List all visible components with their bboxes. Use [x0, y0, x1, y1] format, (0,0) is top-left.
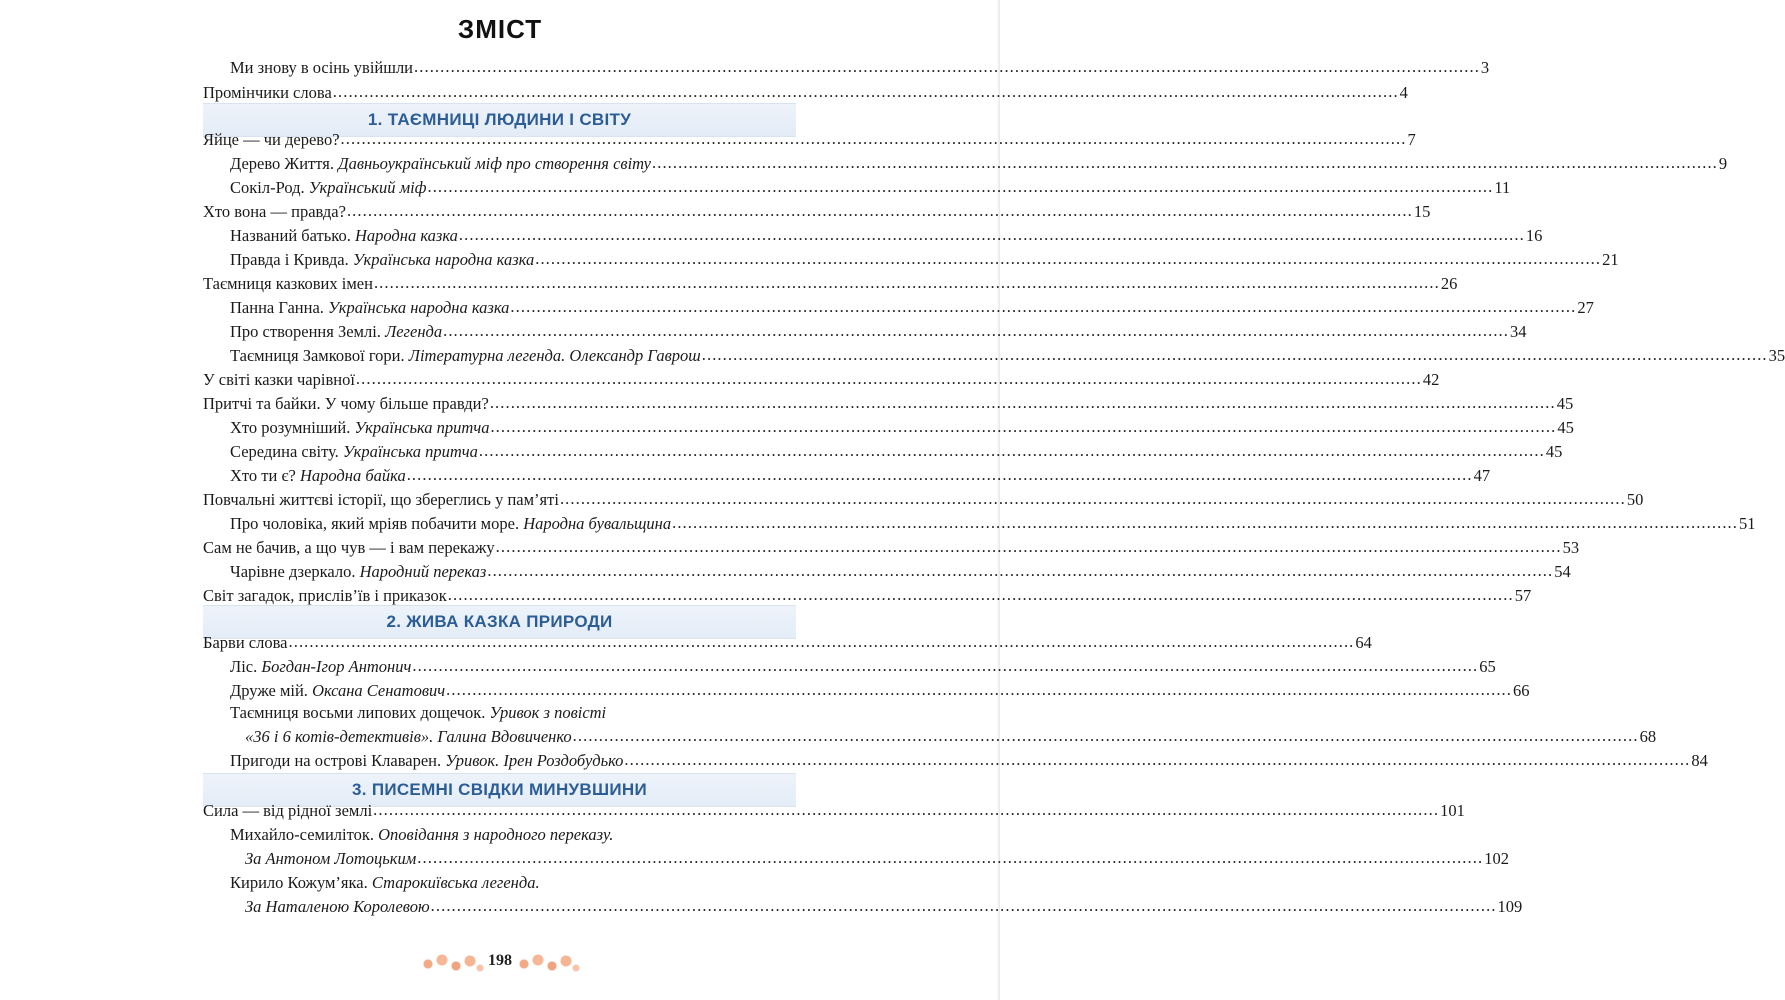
entry-title: Названий батько. Народна казка	[230, 226, 458, 245]
entry-title: Яйце — чи дерево?	[203, 130, 340, 149]
leader-dots: ............................................................................................................................................................................................................	[672, 513, 1739, 532]
entry-title: Середина світу. Українська притча	[230, 442, 478, 461]
entry-page: 102	[1484, 849, 1509, 868]
leader-dots: ............................................................................................................................................................................................................	[414, 57, 1480, 76]
entry-page: 109	[1497, 897, 1523, 916]
toc-entry[interactable]	[230, 465, 1491, 490]
entry-page: 45	[1556, 394, 1574, 413]
leader-dots: ............................................................................................................................................................................................................	[373, 800, 1440, 819]
entry-title: Ліс. Богдан-Ігор Антонич	[230, 657, 412, 676]
leader-dots: ............................................................................................................................................................................................................	[701, 345, 1768, 364]
entry-page: 11	[1494, 178, 1511, 197]
entry-page: 53	[1562, 538, 1580, 557]
leader-dots: ............................................................................................................................................................................................................	[447, 585, 1514, 604]
toc-entry[interactable]	[230, 441, 1563, 466]
entry-title: Світ загадок, прислів’їв і приказок	[203, 586, 447, 605]
page-footer	[420, 948, 580, 978]
leader-dots: ............................................................................................................................................................................................................	[490, 417, 1557, 436]
entry-page: 45	[1545, 442, 1563, 461]
toc-entry[interactable]	[230, 656, 1496, 681]
toc-entry[interactable]	[230, 345, 1785, 370]
toc-entry[interactable]	[230, 321, 1527, 346]
entry-title: Сам не бачив, а що чув — і вам перекажу	[203, 538, 495, 557]
toc-entry[interactable]	[203, 129, 1416, 154]
entry-page: 101	[1440, 801, 1465, 820]
entry-title: Друже мій. Оксана Сенатович	[230, 681, 446, 700]
entry-page: 3	[1480, 58, 1490, 77]
toc-entry[interactable]	[230, 57, 1490, 82]
page-title: ЗМІСТ	[457, 14, 543, 44]
leader-dots: ............................................................................................................................................................................................................	[652, 153, 1718, 172]
entry-title: Чарівне дзеркало. Народний переказ	[230, 562, 487, 581]
entry-title: Пригоди на острові Клаварен. Уривок. Ірен Роздобудько	[230, 751, 624, 770]
toc-entry[interactable]	[230, 561, 1571, 586]
toc-entry-first-line[interactable]: Кирило Кожум’яка. Старокиївська легенда.	[230, 873, 540, 892]
toc-entry[interactable]	[203, 393, 1574, 418]
entry-page: 54	[1554, 562, 1571, 581]
toc-entry[interactable]	[230, 513, 1756, 538]
entry-page: 64	[1355, 633, 1372, 652]
section-title: 3. ПИСЕМНІ СВІДКИ МИНУВШИНИ	[352, 780, 647, 799]
toc-entry[interactable]	[230, 417, 1574, 442]
entry-page: 27	[1577, 298, 1594, 317]
entry-title: Сокіл-Род. Український міф	[230, 178, 427, 197]
entry-title: Таємниця казкових імен	[203, 274, 373, 293]
entry-page: 9	[1718, 154, 1728, 173]
entry-page: 84	[1691, 751, 1708, 770]
entry-title: Панна Ганна. Українська народна казка	[230, 298, 510, 317]
entry-title: За Наталеною Королевою	[245, 897, 430, 916]
entry-title: Правда і Кривда. Українська народна казка	[230, 250, 535, 269]
section-title: 1. ТАЄМНИЦІ ЛЮДИНИ І СВІТУ	[367, 110, 632, 129]
toc-entry-first-line[interactable]: Михайло-семиліток. Оповідання з народного переказу.	[230, 825, 614, 844]
leader-dots: ............................................................................................................................................................................................................	[406, 465, 1473, 484]
entry-title: Повчальні життєві історії, що збереглись у пам’яті	[203, 490, 559, 509]
toc-entry[interactable]	[230, 249, 1619, 274]
entry-title: «36 і 6 котів-детективів». Галина Вдовиченко	[245, 727, 572, 746]
entry-page: 51	[1739, 514, 1756, 533]
entry-title: Притчі та байки. У чому більше правди?	[203, 394, 489, 413]
leader-dots: ............................................................................................................................................................................................................	[559, 489, 1626, 508]
entry-title: Хто вона — правда?	[203, 202, 346, 221]
leader-dots: ............................................................................................................................................................................................................	[572, 726, 1639, 745]
entry-page: 65	[1479, 657, 1496, 676]
toc-entry[interactable]	[230, 297, 1594, 322]
entry-title: Промінчики слова	[203, 83, 332, 102]
entry-page: 26	[1440, 274, 1458, 293]
toc-entry[interactable]	[203, 800, 1465, 825]
toc-entry[interactable]	[203, 537, 1580, 562]
section-title: 2. ЖИВА КАЗКА ПРИРОДИ	[386, 612, 613, 631]
toc-entry[interactable]	[230, 750, 1708, 775]
leader-dots: ............................................................................................................................................................................................................	[417, 848, 1484, 867]
leader-dots: ............................................................................................................................................................................................................	[478, 441, 1545, 460]
toc-entry[interactable]	[203, 369, 1440, 394]
entry-page: 35	[1768, 346, 1785, 365]
entry-page: 4	[1399, 83, 1408, 102]
leader-dots: ............................................................................................................................................................................................................	[489, 393, 1556, 412]
leader-dots: ............................................................................................................................................................................................................	[487, 561, 1554, 580]
leader-dots: ............................................................................................................................................................................................................	[535, 249, 1602, 268]
leader-dots: ............................................................................................................................................................................................................	[427, 177, 1494, 196]
page-number: 198	[488, 952, 512, 969]
entry-page: 50	[1626, 490, 1644, 509]
leader-dots: ............................................................................................................................................................................................................	[373, 273, 1440, 292]
leader-dots: ............................................................................................................................................................................................................	[446, 680, 1513, 699]
toc-entry[interactable]	[203, 273, 1458, 298]
entry-page: 66	[1513, 681, 1530, 700]
leader-dots: ............................................................................................................................................................................................................	[510, 297, 1577, 316]
leader-dots: ............................................................................................................................................................................................................	[355, 369, 1422, 388]
toc-entry[interactable]	[230, 177, 1511, 202]
floral-ornament-icon	[516, 950, 580, 976]
toc-entry[interactable]	[230, 153, 1728, 178]
leader-dots: ............................................................................................................................................................................................................	[458, 225, 1525, 244]
leader-dots: ............................................................................................................................................................................................................	[346, 201, 1413, 220]
toc-entry[interactable]	[203, 201, 1431, 226]
entry-page: 15	[1413, 202, 1431, 221]
toc-entry[interactable]	[230, 225, 1543, 250]
entry-title: Ми знову в осінь увійшли	[230, 58, 414, 77]
leader-dots: ............................................................................................................................................................................................................	[443, 321, 1510, 340]
toc-entry[interactable]	[245, 726, 1657, 751]
entry-title: У світі казки чарівної	[203, 370, 355, 389]
leader-dots: ............................................................................................................................................................................................................	[288, 632, 1355, 651]
entry-title: За Антоном Лотоцьким	[245, 849, 417, 868]
entry-title: Сила — від рідної землі	[203, 801, 373, 820]
entry-title: Хто розумніший. Українська притча	[230, 418, 490, 437]
entry-page: 34	[1510, 322, 1527, 341]
toc-entry[interactable]	[230, 680, 1530, 705]
leader-dots: ............................................................................................................................................................................................................	[495, 537, 1562, 556]
leader-dots: ............................................................................................................................................................................................................	[332, 82, 1399, 101]
entry-page: 42	[1422, 370, 1440, 389]
entry-page: 57	[1514, 586, 1532, 605]
toc-entry[interactable]	[203, 489, 1644, 514]
entry-title: Про чоловіка, який мріяв побачити море. Народна бувальщина	[230, 514, 672, 533]
toc-entry[interactable]	[203, 632, 1372, 657]
entry-page: 45	[1557, 418, 1574, 437]
entry-page: 21	[1602, 250, 1619, 269]
entry-page: 47	[1473, 466, 1491, 485]
leader-dots: ............................................................................................................................................................................................................	[340, 129, 1407, 148]
entry-title: Хто ти є? Народна байка	[230, 466, 406, 485]
entry-title: Про створення Землі. Легенда	[230, 322, 443, 341]
entry-title: Барви слова	[203, 633, 288, 652]
entry-page: 68	[1639, 727, 1657, 746]
toc-entry-first-line[interactable]: Таємниця восьми липових дощечок. Уривок з повісті	[230, 703, 607, 722]
entry-title: Таємниця Замкової гори. Літературна легенда. Олександр Гаврош	[230, 346, 701, 365]
floral-ornament-icon	[420, 950, 484, 976]
entry-title: Дерево Життя. Давньоукраїнський міф про створення світу	[230, 154, 651, 173]
entry-page: 16	[1525, 226, 1543, 245]
leader-dots: ............................................................................................................................................................................................................	[412, 656, 1479, 675]
toc-entry[interactable]	[245, 848, 1509, 873]
entry-page: 7	[1407, 130, 1416, 149]
leader-dots: ............................................................................................................................................................................................................	[430, 896, 1497, 915]
toc-entry[interactable]	[245, 896, 1523, 921]
leader-dots: ............................................................................................................................................................................................................	[624, 750, 1691, 769]
